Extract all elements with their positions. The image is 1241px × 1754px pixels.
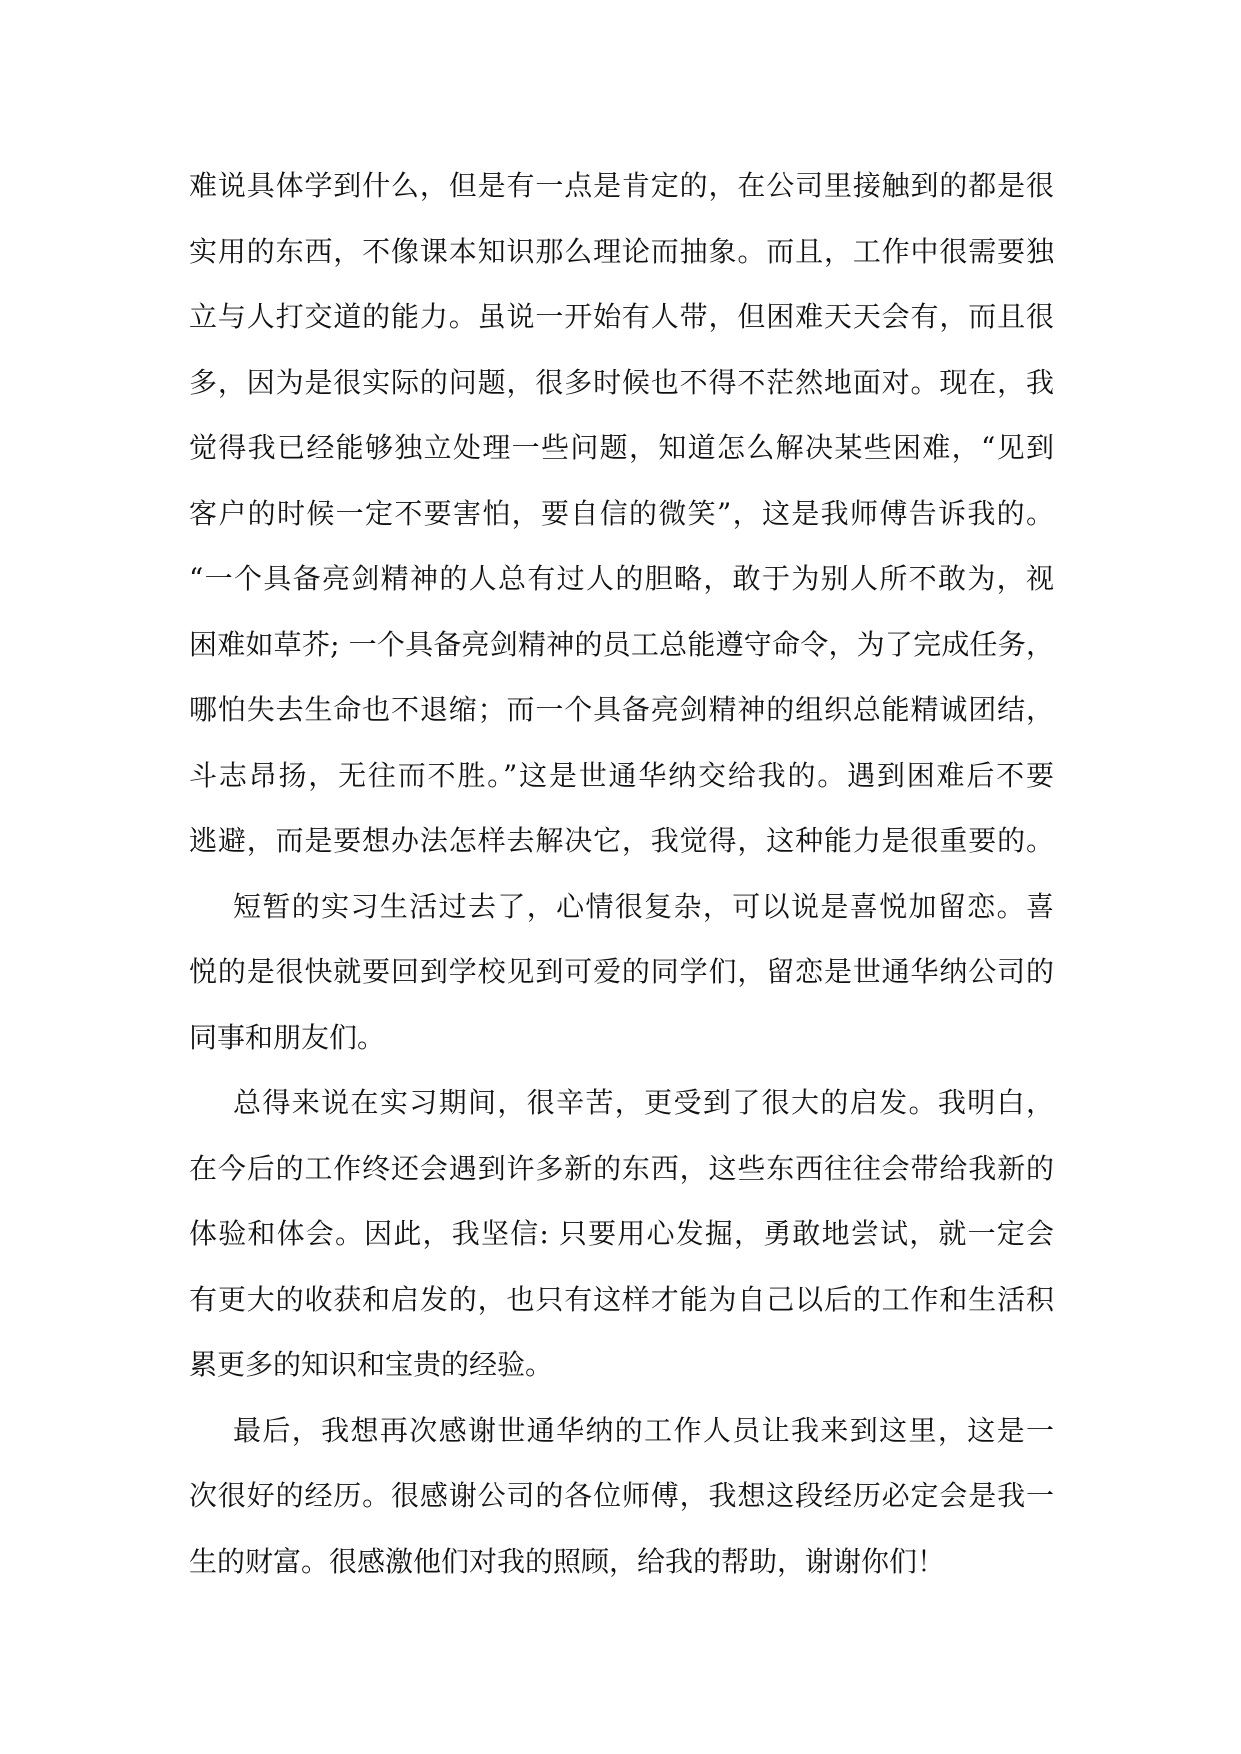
text-line: 斗志昂扬，无往而不胜。”这是世通华纳交给我的。遇到困难后不要 — [189, 758, 1054, 792]
paragraph — [189, 1070, 1054, 1398]
document-body — [189, 153, 1054, 1594]
text-line: 有更大的收获和启发的，也只有这样才能为自己以后的工作和生活积 — [189, 1282, 1054, 1316]
text-line: 悦的是很快就要回到学校见到可爱的同学们，留恋是世通华纳公司的 — [189, 955, 1054, 988]
text-line: 生的财富。很感激他们对我的照顾，给我的帮助，谢谢你们！ — [189, 1544, 946, 1578]
text-line: 次很好的经历。很感谢公司的各位师傅，我想这段经历必定会是我一 — [189, 1479, 1054, 1512]
text-line: 客户的时候一定不要害怕，要自信的微笑”，这是我师傅告诉我的。 — [189, 496, 1054, 530]
text-line: 多，因为是很实际的问题，很多时候也不得不茫然地面对。现在，我 — [189, 365, 1054, 399]
text-line: 总得来说在实习期间，很辛苦，更受到了很大的启发。我明白， — [233, 1086, 1054, 1119]
text-line: 在今后的工作终还会遇到许多新的东西，这些东西往往会带给我新的 — [189, 1151, 1054, 1185]
text-line: 累更多的知识和宝贵的经验。 — [189, 1348, 554, 1381]
text-line: 难说具体学到什么，但是有一点是肯定的，在公司里接触到的都是很 — [189, 169, 1054, 202]
paragraph — [189, 153, 1054, 874]
paragraph — [189, 1398, 1054, 1595]
text-line: 实用的东西，不像课本知识那么理论而抽象。而且，工作中很需要独 — [189, 234, 1054, 268]
text-line: 困难如草芥; 一个具备亮剑精神的员工总能遵守命令，为了完成任务， — [189, 627, 1054, 661]
text-line: 觉得我已经能够独立处理一些问题，知道怎么解决某些困难，“见到 — [189, 431, 1054, 464]
text-line: 同事和朋友们。 — [189, 1020, 386, 1054]
text-line: 短暂的实习生活过去了，心情很复杂，可以说是喜悦加留恋。喜 — [233, 889, 1054, 923]
text-line: 最后，我想再次感谢世通华纳的工作人员让我来到这里，这是一 — [233, 1413, 1054, 1447]
paragraph — [189, 874, 1054, 1071]
text-line: 哪怕失去生命也不退缩；而一个具备亮剑精神的组织总能精诚团结， — [189, 693, 1054, 726]
text-line: 立与人打交道的能力。虽说一开始有人带，但困难天天会有，而且很 — [189, 300, 1054, 333]
text-line: 体验和体会。因此，我坚信: 只要用心发掘，勇敢地尝试，就一定会 — [189, 1217, 1054, 1250]
text-line: 逃避，而是要想办法怎样去解决它，我觉得，这种能力是很重要的。 — [189, 824, 1054, 857]
text-line: “一个具备亮剑精神的人总有过人的胆略，敢于为别人所不敢为，视 — [189, 562, 1054, 595]
